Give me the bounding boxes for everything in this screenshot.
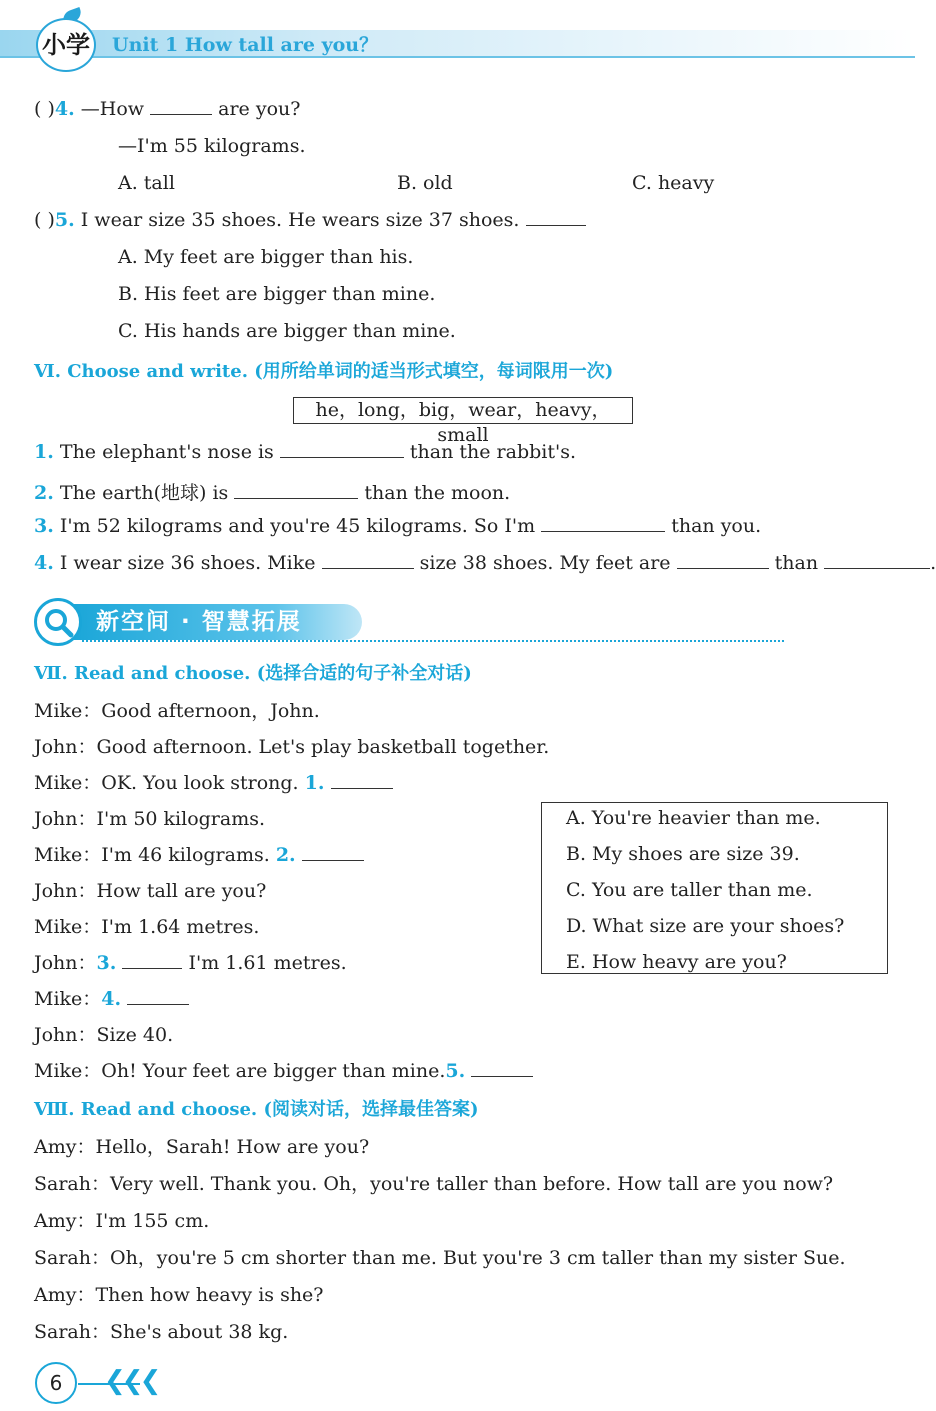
logo: 小学: [36, 18, 96, 72]
dialogue-line: Amy：Then how heavy is she?: [34, 1284, 324, 1306]
question-5: [34, 209, 586, 231]
fill-item-4: [34, 552, 936, 574]
question-number: 4.: [54, 98, 75, 120]
dialogue-line: [34, 948, 347, 975]
answer-blank[interactable]: [122, 954, 182, 969]
option-a: A. tall: [118, 172, 175, 194]
item-text: than: [774, 552, 819, 574]
item-number: 2.: [34, 482, 54, 504]
fill-item-3: [34, 515, 761, 537]
section-title: Ⅷ. Read and choose.: [34, 1099, 258, 1120]
dialogue-line: [34, 840, 364, 867]
answer-blank[interactable]: [302, 846, 364, 861]
answer-blank[interactable]: [526, 211, 586, 226]
blank-number: 2.: [275, 844, 296, 866]
dialogue-line: Sarah：She's about 38 kg.: [34, 1321, 289, 1343]
dialogue-text: Mike：I'm 46 kilograms.: [34, 844, 270, 866]
arrows-icon: ❮❮❮: [104, 1366, 158, 1396]
section-7-heading: [34, 659, 472, 685]
option-b: B. My shoes are size 39.: [566, 843, 800, 865]
answer-paren: ( ): [34, 209, 55, 231]
section-note: (用所给单词的适当形式填空，每词限用一次): [254, 361, 614, 382]
answer-blank[interactable]: [471, 1062, 533, 1077]
dialogue-text: Mike：Oh! Your feet are bigger than mine.: [34, 1060, 446, 1082]
section-note: (选择合适的句子补全对话): [256, 663, 472, 684]
answer-line: —I'm 55 kilograms.: [118, 135, 306, 157]
answer-blank[interactable]: [150, 100, 212, 115]
dialogue-text: I'm 1.61 metres.: [188, 952, 347, 974]
dialogue-text: Mike：: [34, 988, 102, 1010]
question-4: [34, 98, 300, 120]
fill-item-2: [34, 478, 510, 505]
page-number: 6: [35, 1362, 77, 1404]
blank-number: 1.: [304, 772, 325, 794]
unit-title: Unit 1 How tall are you？: [112, 34, 379, 56]
item-text: .: [930, 552, 936, 574]
fill-item-1: [34, 441, 576, 463]
item-text: I wear size 36 shoes. Mike: [59, 552, 316, 574]
section-title: Ⅶ. Read and choose.: [34, 663, 251, 684]
answer-blank[interactable]: [677, 554, 769, 569]
answer-blank[interactable]: [280, 443, 404, 458]
answer-blank[interactable]: [541, 517, 665, 532]
blank-number: 5.: [445, 1060, 466, 1082]
section-8-heading: [34, 1095, 479, 1121]
answer-blank[interactable]: [824, 554, 930, 569]
item-number: 4.: [34, 552, 54, 574]
answer-paren: ( ): [34, 98, 55, 120]
section-note: (阅读对话，选择最佳答案): [263, 1099, 479, 1120]
word-bank: he，long，big，wear，heavy，small: [293, 397, 633, 424]
dialogue-line: John：Good afternoon. Let's play basketball together.: [34, 736, 550, 758]
dialogue-line: Mike：I'm 1.64 metres.: [34, 916, 260, 938]
option-c: C. You are taller than me.: [566, 879, 813, 901]
options-box: [541, 802, 888, 974]
option-b: B. His feet are bigger than mine.: [118, 283, 436, 305]
question-number: 5.: [54, 209, 75, 231]
question-text: I wear size 35 shoes. He wears size 37 shoes.: [80, 209, 520, 231]
item-text: than the rabbit's.: [409, 441, 576, 463]
item-text: than the moon.: [364, 482, 511, 504]
section-title: Ⅵ. Choose and write.: [34, 361, 248, 382]
item-text: size 38 shoes. My feet are: [419, 552, 671, 574]
dialogue-line: Mike：Good afternoon，John.: [34, 700, 320, 722]
answer-blank[interactable]: [331, 774, 393, 789]
item-text: The earth(地球) is: [59, 482, 229, 504]
divider: [82, 640, 784, 642]
magnifier-icon: [34, 598, 82, 646]
option-a: A. My feet are bigger than his.: [118, 246, 414, 268]
blank-number: 4.: [101, 988, 122, 1010]
blank-number: 3.: [96, 952, 117, 974]
section-6-heading: [34, 357, 613, 383]
dialogue-text: John：: [34, 952, 97, 974]
answer-blank[interactable]: [322, 554, 414, 569]
option-c: C. heavy: [632, 172, 715, 194]
option-b: B. old: [397, 172, 453, 194]
question-text: —How: [80, 98, 145, 120]
dialogue-line: Amy：I'm 155 cm.: [34, 1210, 210, 1232]
item-text: I'm 52 kilograms and you're 45 kilograms. So I'm: [59, 515, 536, 537]
banner-title: 新空间 · 智慧拓展: [96, 609, 302, 635]
option-d: D. What size are your shoes?: [566, 915, 845, 937]
dialogue-text: Mike：OK. You look strong.: [34, 772, 299, 794]
dialogue-line: [34, 984, 189, 1011]
dialogue-line: John：Size 40.: [34, 1024, 174, 1046]
dialogue-line: John：How tall are you?: [34, 880, 267, 902]
dialogue-line: Amy：Hello，Sarah! How are you?: [34, 1136, 370, 1158]
question-text: are you?: [218, 98, 301, 120]
item-text: than you.: [671, 515, 762, 537]
answer-blank[interactable]: [234, 484, 358, 499]
dialogue-line: John：I'm 50 kilograms.: [34, 808, 266, 830]
option-a: A. You're heavier than me.: [566, 807, 821, 829]
item-number: 3.: [34, 515, 54, 537]
item-text: The elephant's nose is: [59, 441, 274, 463]
option-c: C. His hands are bigger than mine.: [118, 320, 456, 342]
item-number: 1.: [34, 441, 54, 463]
dialogue-line: [34, 768, 393, 795]
dialogue-line: Sarah：Very well. Thank you. Oh，you're taller than before. How tall are you now?: [34, 1173, 834, 1195]
option-e: E. How heavy are you?: [566, 951, 787, 973]
answer-blank[interactable]: [127, 990, 189, 1005]
dialogue-line: Sarah：Oh，you're 5 cm shorter than me. But you're 3 cm taller than my sister Sue.: [34, 1247, 846, 1269]
dialogue-line: [34, 1056, 533, 1083]
